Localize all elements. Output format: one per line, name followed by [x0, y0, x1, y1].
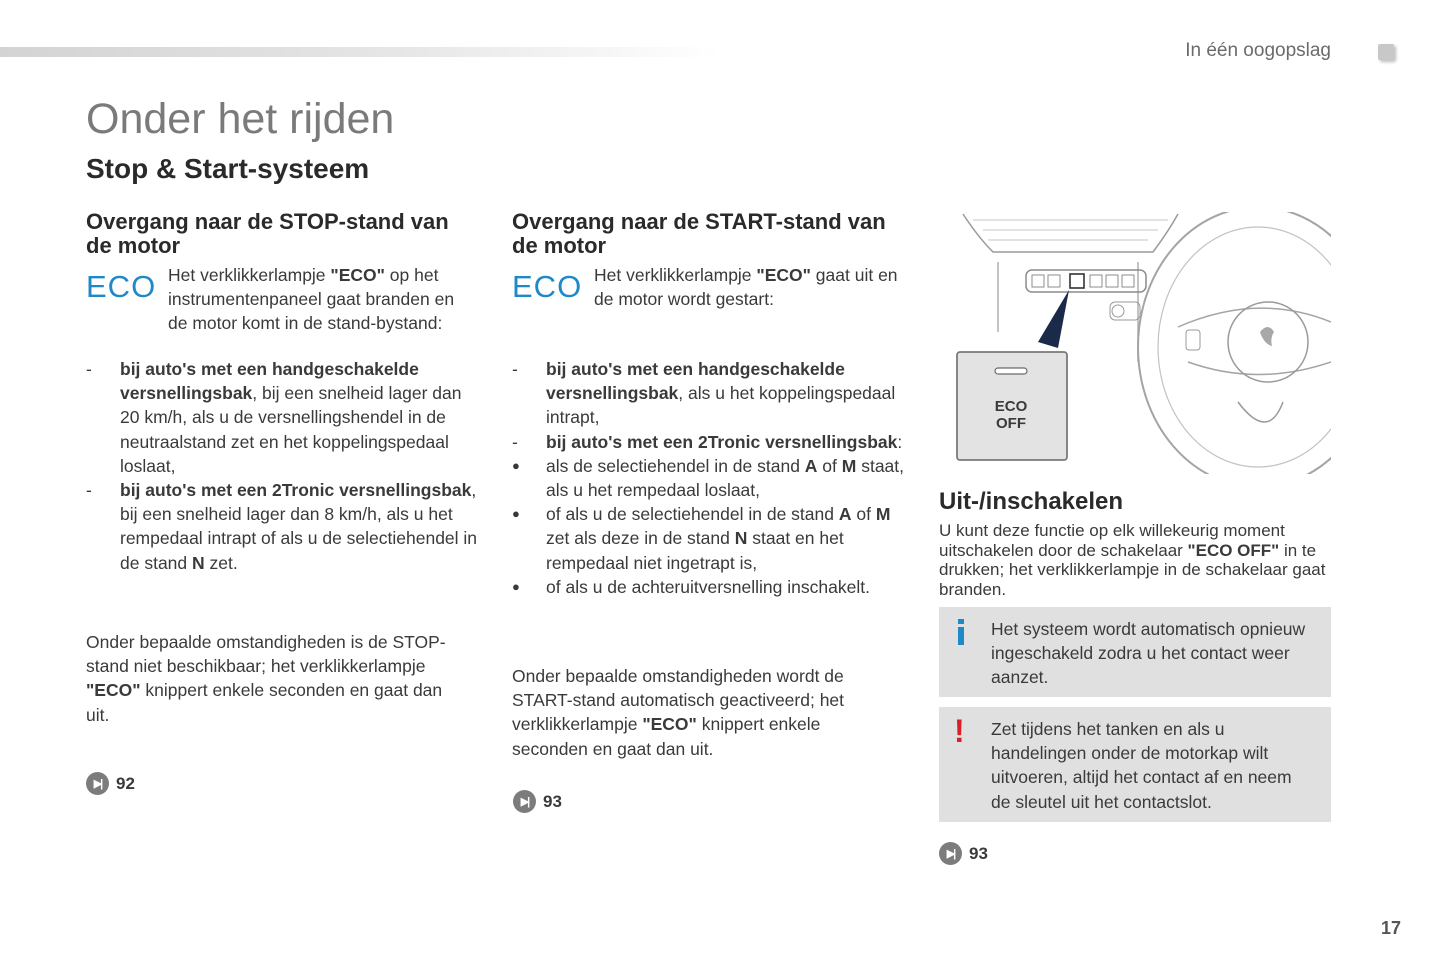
start-intro-text: Het verklikkerlampje "ECO" gaat uit en de motor wordt gestart: — [594, 265, 898, 310]
list-item: - bij auto's met een handgeschakelde versnellingsbak, bij een snelheid lager dan 20 km/h, als u de versnellingshendel in de neutraalstand zet en het koppelingspedaal loslaat, — [86, 359, 462, 476]
warning-text: Zet tijdens het tanken en als u handelingen onder de motorkap wilt uitvoeren, altijd het contact af en neem de sleutel uit het contactslot. — [991, 719, 1292, 812]
stop-conditions-list — [86, 357, 478, 575]
warning-icon: ! — [954, 713, 965, 749]
list-item: - bij auto's met een 2Tronic versnellingsbak: — [512, 431, 903, 452]
eco-indicator-icon: ECO — [512, 269, 583, 304]
start-note: Onder bepaalde omstandigheden wordt de START-stand automatisch geactiveerd; het verklikkerlampje "ECO" knippert enkele seconden en gaat dan uit. — [512, 666, 845, 759]
start-conditions-list — [512, 357, 904, 599]
eco-indicator-icon: ECO — [86, 269, 157, 304]
info-box — [939, 607, 1331, 697]
eco-off-button-label-line2: OFF — [996, 415, 1026, 432]
stop-note: Onder bepaalde omstandigheden is de STOP-stand niet beschikbaar; het verklikkerlampje "ECO" knippert enkele seconden en gaat dan uit. — [86, 632, 446, 725]
page-reference-link[interactable]: ▶| 93 — [513, 790, 562, 813]
list-item: ● of als u de selectiehendel in de stand A of M zet als deze in de stand N staat en het rempedaal niet ingetrapt is, — [512, 504, 891, 573]
list-item: - bij auto's met een 2Tronic versnellingsbak, bij een snelheid lager dan 8 km/h, als u het rempedaal intrapt of als u de selectiehendel in de stand N zet. — [86, 480, 478, 573]
section-name: In één oogopslag — [1185, 40, 1331, 61]
eco-off-button-label-line1: ECO — [994, 398, 1028, 415]
page-number: 17 — [1381, 918, 1402, 938]
switch-heading: Uit-/inschakelen — [939, 488, 1124, 515]
skip-forward-icon: ▶| — [513, 790, 536, 813]
info-text: Het systeem wordt automatisch opnieuw ingeschakeld zodra u het contact weer aanzet. — [991, 619, 1306, 688]
switch-text: U kunt deze functie op elk willekeurig moment uitschakelen door de schakelaar "ECO OFF" in te drukken; het verklikkerlampje in de schakelaar gaat branden. — [939, 521, 1326, 599]
warning-box — [939, 707, 1331, 822]
header-bar — [0, 47, 720, 57]
info-icon — [956, 619, 966, 645]
stop-column — [86, 210, 478, 575]
stop-heading: Overgang naar de STOP-stand van de motor — [86, 209, 449, 258]
list-item: ● of als u de achteruitversnelling inschakelt. — [512, 576, 870, 597]
skip-forward-icon: ▶| — [86, 772, 109, 795]
start-column — [512, 210, 904, 599]
page-reference-link[interactable]: ▶| 92 — [86, 772, 135, 795]
page-title: Onder het rijden — [86, 95, 395, 143]
stop-intro-text: Het verklikkerlampje "ECO" op het instrumentenpaneel gaat branden en de motor komt in de stand-bystand: — [168, 265, 455, 334]
stop-intro — [86, 263, 478, 347]
page-reference-link[interactable]: ▶| 93 — [939, 842, 988, 865]
start-heading: Overgang naar de START-stand van de motor — [512, 209, 886, 258]
list-item: ● als de selectiehendel in de stand A of M staat, als u het rempedaal loslaat, — [512, 455, 905, 501]
section-marker — [1378, 44, 1394, 60]
start-intro — [512, 263, 904, 347]
list-item: - bij auto's met een handgeschakelde versnellingsbak, als u het koppelingspedaal intrapt, — [512, 359, 896, 428]
dashboard-illustration — [938, 212, 1331, 474]
page-subtitle: Stop & Start-systeem — [86, 153, 370, 184]
skip-forward-icon: ▶| — [939, 842, 962, 865]
